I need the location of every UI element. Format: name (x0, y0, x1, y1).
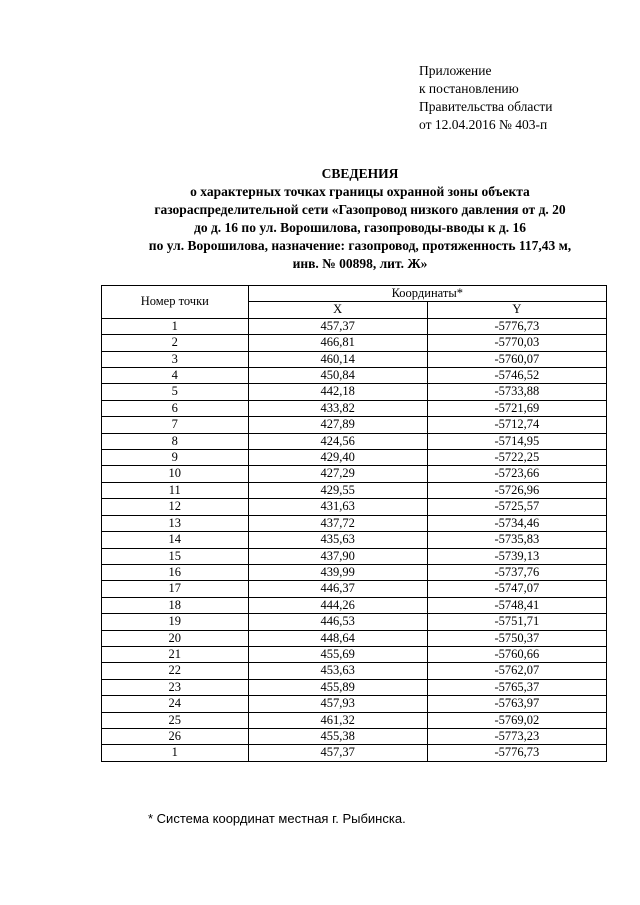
x-coordinate-cell: 431,63 (248, 499, 427, 515)
point-number-cell: 15 (102, 548, 249, 564)
table-row (102, 351, 607, 367)
x-coordinate-cell: 453,63 (248, 663, 427, 679)
y-coordinate-cell: -5712,74 (427, 417, 606, 433)
x-coordinate-cell: 455,69 (248, 646, 427, 662)
y-coordinate-cell: -5760,66 (427, 646, 606, 662)
table-row (102, 433, 607, 449)
table-row (102, 745, 607, 761)
x-coordinate-cell: 466,81 (248, 335, 427, 351)
subtitle-line: по ул. Ворошилова, назначение: газопровод, протяженность 117,43 м, (148, 238, 572, 253)
x-coordinate-cell: 457,37 (248, 318, 427, 334)
table-row (102, 499, 607, 515)
table-row (102, 630, 607, 646)
point-number-cell: 7 (102, 417, 249, 433)
point-number-cell: 26 (102, 728, 249, 744)
table-row (102, 515, 607, 531)
y-coordinate-cell: -5773,23 (427, 728, 606, 744)
point-number-cell: 20 (102, 630, 249, 646)
point-number-cell: 18 (102, 597, 249, 613)
y-coordinate-cell: -5714,95 (427, 433, 606, 449)
x-coordinate-cell: 429,40 (248, 450, 427, 466)
y-coordinate-cell: -5726,96 (427, 482, 606, 498)
point-number-cell: 10 (102, 466, 249, 482)
y-coordinate-cell: -5751,71 (427, 614, 606, 630)
appendix-note (419, 62, 552, 134)
point-number-cell: 23 (102, 679, 249, 695)
y-coordinate-cell: -5763,97 (427, 696, 606, 712)
y-coordinate-cell: -5737,76 (427, 564, 606, 580)
header-y: Y (427, 302, 606, 318)
point-number-cell: 17 (102, 581, 249, 597)
subtitle-line: о характерных точках границы охранной зоны объекта (190, 184, 530, 199)
x-coordinate-cell: 460,14 (248, 351, 427, 367)
point-number-cell: 14 (102, 532, 249, 548)
y-coordinate-cell: -5776,73 (427, 318, 606, 334)
table-row (102, 548, 607, 564)
point-number-cell: 6 (102, 400, 249, 416)
point-number-cell: 19 (102, 614, 249, 630)
point-number-cell: 12 (102, 499, 249, 515)
table-row (102, 581, 607, 597)
document-subtitle (100, 183, 620, 273)
x-coordinate-cell: 427,89 (248, 417, 427, 433)
y-coordinate-cell: -5770,03 (427, 335, 606, 351)
table-row (102, 597, 607, 613)
table-row (102, 368, 607, 384)
point-number-cell: 1 (102, 745, 249, 761)
y-coordinate-cell: -5721,69 (427, 400, 606, 416)
point-number-cell: 1 (102, 318, 249, 334)
x-coordinate-cell: 457,37 (248, 745, 427, 761)
x-coordinate-cell: 450,84 (248, 368, 427, 384)
table-row (102, 532, 607, 548)
x-coordinate-cell: 444,26 (248, 597, 427, 613)
y-coordinate-cell: -5776,73 (427, 745, 606, 761)
point-number-cell: 13 (102, 515, 249, 531)
x-coordinate-cell: 446,53 (248, 614, 427, 630)
x-coordinate-cell: 455,38 (248, 728, 427, 744)
table-row (102, 712, 607, 728)
y-coordinate-cell: -5725,57 (427, 499, 606, 515)
appendix-line: Приложение (419, 63, 492, 78)
x-coordinate-cell: 442,18 (248, 384, 427, 400)
x-coordinate-cell: 433,82 (248, 400, 427, 416)
appendix-line: Правительства области (419, 99, 553, 114)
point-number-cell: 22 (102, 663, 249, 679)
table-header-row (102, 286, 607, 302)
table-row (102, 564, 607, 580)
table-row (102, 679, 607, 695)
point-number-cell: 24 (102, 696, 249, 712)
point-number-cell: 11 (102, 482, 249, 498)
y-coordinate-cell: -5762,07 (427, 663, 606, 679)
table-row (102, 417, 607, 433)
x-coordinate-cell: 424,56 (248, 433, 427, 449)
x-coordinate-cell: 439,99 (248, 564, 427, 580)
subtitle-line: инв. № 00898, лит. Ж» (292, 256, 428, 271)
point-number-cell: 2 (102, 335, 249, 351)
table-body (102, 318, 607, 761)
table-row (102, 400, 607, 416)
y-coordinate-cell: -5760,07 (427, 351, 606, 367)
x-coordinate-cell: 437,72 (248, 515, 427, 531)
y-coordinate-cell: -5733,88 (427, 384, 606, 400)
table-row (102, 663, 607, 679)
table-row (102, 728, 607, 744)
x-coordinate-cell: 429,55 (248, 482, 427, 498)
table-row (102, 335, 607, 351)
point-number-cell: 5 (102, 384, 249, 400)
subtitle-line: газораспределительной сети «Газопровод низкого давления от д. 20 (154, 202, 566, 217)
appendix-line: от 12.04.2016 № 403-п (419, 117, 548, 132)
header-coordinates: Координаты* (248, 286, 606, 302)
point-number-cell: 4 (102, 368, 249, 384)
subtitle-line: до д. 16 по ул. Ворошилова, газопроводы-вводы к д. 16 (194, 220, 526, 235)
x-coordinate-cell: 455,89 (248, 679, 427, 695)
appendix-line: к постановлению (419, 81, 519, 96)
x-coordinate-cell: 457,93 (248, 696, 427, 712)
table-row (102, 450, 607, 466)
y-coordinate-cell: -5769,02 (427, 712, 606, 728)
x-coordinate-cell: 427,29 (248, 466, 427, 482)
header-x: X (248, 302, 427, 318)
x-coordinate-cell: 435,63 (248, 532, 427, 548)
table-row (102, 482, 607, 498)
y-coordinate-cell: -5734,46 (427, 515, 606, 531)
table-row (102, 646, 607, 662)
y-coordinate-cell: -5735,83 (427, 532, 606, 548)
y-coordinate-cell: -5765,37 (427, 679, 606, 695)
y-coordinate-cell: -5739,13 (427, 548, 606, 564)
point-number-cell: 25 (102, 712, 249, 728)
y-coordinate-cell: -5723,66 (427, 466, 606, 482)
header-point-number: Номер точки (102, 286, 249, 319)
coordinates-table (101, 285, 607, 762)
x-coordinate-cell: 448,64 (248, 630, 427, 646)
table-row (102, 318, 607, 334)
footnote: * Система координат местная г. Рыбинска. (148, 811, 406, 826)
point-number-cell: 16 (102, 564, 249, 580)
table-row (102, 384, 607, 400)
y-coordinate-cell: -5747,07 (427, 581, 606, 597)
y-coordinate-cell: -5750,37 (427, 630, 606, 646)
y-coordinate-cell: -5746,52 (427, 368, 606, 384)
table-row (102, 614, 607, 630)
y-coordinate-cell: -5748,41 (427, 597, 606, 613)
table-row (102, 466, 607, 482)
y-coordinate-cell: -5722,25 (427, 450, 606, 466)
point-number-cell: 21 (102, 646, 249, 662)
table-row (102, 696, 607, 712)
point-number-cell: 8 (102, 433, 249, 449)
document-title: СВЕДЕНИЯ (321, 166, 399, 181)
x-coordinate-cell: 446,37 (248, 581, 427, 597)
x-coordinate-cell: 461,32 (248, 712, 427, 728)
point-number-cell: 3 (102, 351, 249, 367)
point-number-cell: 9 (102, 450, 249, 466)
x-coordinate-cell: 437,90 (248, 548, 427, 564)
